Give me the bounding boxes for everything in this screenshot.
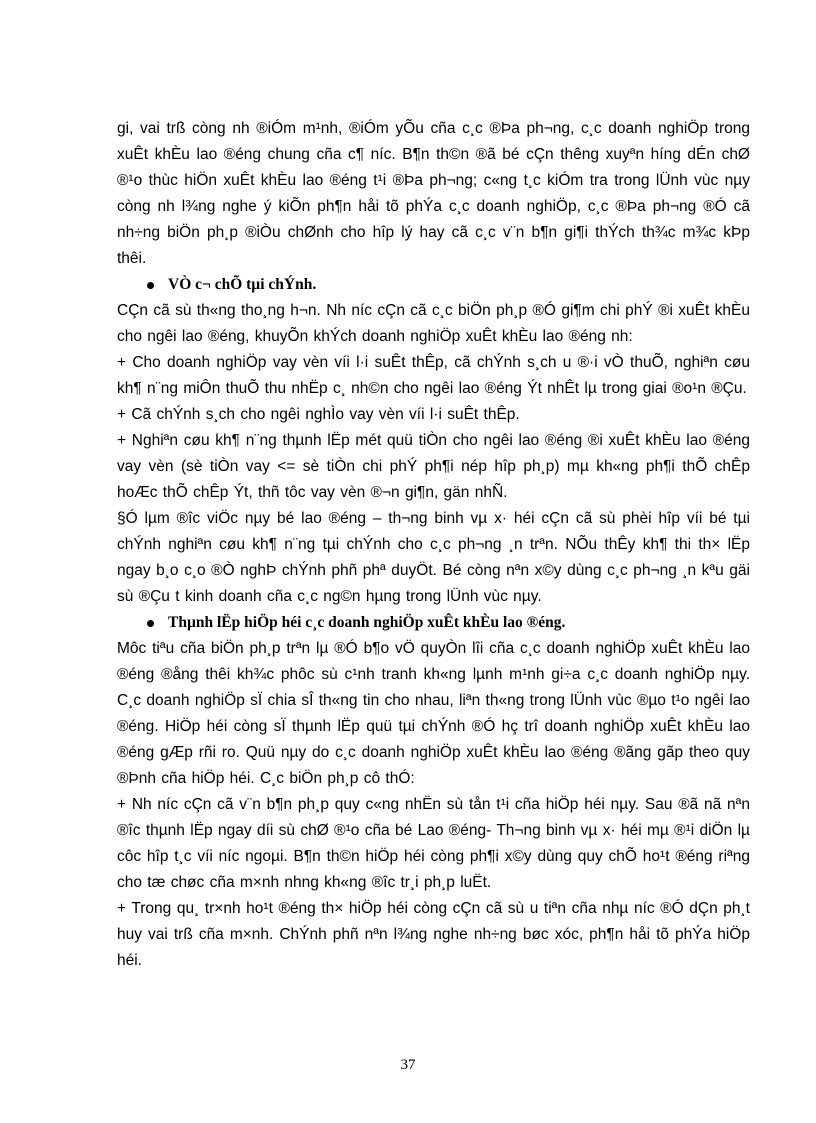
list-item: + Nh níc cÇn cã v¨n b¶n ph¸p quy c«ng nhËn sù tån t¹i cña hiÖp héi nµy. Sau ®ã nã nªn ®îc thµnh lËp ngay díi sù chØ ®¹o cña bé Lao ®éng- Th¬ng binh vµ x· héi mµ ®¹i diÖn lµ côc hîp t¸c víi níc ngoµi. B¶n th©n hiÖp héi còng ph¶i x©y dùng quy chÕ ho¹t ®éng riªng cho tæ chøc cña m×nh nhng kh«ng ®îc tr¸i ph¸p luËt. <box>117 796 750 891</box>
heading-text: VÒ c¬ chÕ tµi chÝnh. <box>168 276 317 293</box>
bullet-icon <box>147 620 154 627</box>
heading-text: Thµnh lËp hiÖp héi c¸c doanh nghiÖp xuÊt khÈu lao ®éng. <box>168 614 566 631</box>
bullet-icon <box>147 282 154 289</box>
list-item: + Cho doanh nghiÖp vay vèn víi l·i suÊt thÊp, cã chÝnh s¸ch u ®·i vÒ thuÕ, nghiªn cøu kh¶ n¨ng miÔn thuÕ thu nhËp c¸ nh©n cho ngêi lao ®éng Ýt nhÊt lµ trong giai ®o¹n ®Çu. <box>117 354 750 397</box>
list-item: + Nghiªn cøu kh¶ n¨ng thµnh lËp mét quü tiÒn cho ngêi lao ®éng ®i xuÊt khÈu lao ®éng vay vèn (sè tiÒn vay <= sè tiÒn chi phÝ ph¶i nép hîp ph¸p) mµ kh«ng ph¶i thÕ chÊp hoÆc thÕ chÊp Ýt, thñ tôc vay vèn ®¬n gi¶n, gän nhÑ. <box>117 432 750 501</box>
list-item: + Cã chÝnh s¸ch cho ngêi nghÌo vay vèn víi l·i suÊt thÊp. <box>117 406 520 423</box>
section-heading-association <box>117 610 750 636</box>
paragraph: CÇn cã sù th«ng tho¸ng h¬n. Nh níc cÇn cã c¸c biÖn ph¸p ®Ó gi¶m chi phÝ ®i xuÊt khÈu cho ngêi lao ®éng, khuyÕn khÝch doanh nghiÖp xuÊt khÈu lao ®éng nh: <box>117 302 750 345</box>
paragraph: Môc tiªu cña biÖn ph¸p trªn lµ ®Ó b¶o vÖ quyÒn lîi cña c¸c doanh nghiÖp xuÊt khÈu lao ®éng ®ång thêi kh¾c phôc sù c¹nh tranh kh«ng lµnh m¹nh gi÷a c¸c doanh nghiÖp nµy. C¸c doanh nghiÖp sÏ chia sÎ th«ng tin cho nhau, liªn th«ng trong lÜnh vùc ®µo t¹o ngêi lao ®éng. HiÖp héi còng sÏ thµnh lËp quü tµi chÝnh ®Ó hç trî doanh nghiÖp xuÊt khÈu lao ®éng gÆp rñi ro. Quü nµy do c¸c doanh nghiÖp xuÊt khÈu lao ®éng ®ãng gãp theo quy ®Þnh cña hiÖp héi. C¸c biÖn ph¸p cô thÓ: <box>117 640 750 787</box>
list-item: + Trong qu¸ tr×nh ho¹t ®éng th× hiÖp héi còng cÇn cã sù u tiªn cña nhµ níc ®Ó dÇn ph¸t huy vai trß cña m×nh. ChÝnh phñ nªn l¾ng nghe nh÷ng bøc xóc, ph¶n håi tõ phÝa hiÖp héi. <box>117 900 750 969</box>
paragraph: §Ó lµm ®îc viÖc nµy bé lao ®éng – th¬ng binh vµ x· héi cÇn cã sù phèi hîp víi bé tµi chÝnh nghiªn cøu kh¶ n¨ng tµi chÝnh cho c¸c ph¬ng ¸n trªn. NÕu thÊy kh¶ thi th× lËp ngay b¸o c¸o ®Ò nghÞ chÝnh phñ phª duyÖt. Bé còng nªn x©y dùng c¸c ph¬ng ¸n kªu gäi sù ®Çu t kinh doanh cña c¸c ng©n hµng trong lÜnh vùc nµy. <box>117 510 750 605</box>
page-body <box>117 116 750 974</box>
page-number: 37 <box>400 1057 416 1073</box>
paragraph: gi, vai trß còng nh ®iÓm m¹nh, ®iÓm yÕu cña c¸c ®Þa ph¬ng, c¸c doanh nghiÖp trong xuÊt khÈu lao ®éng chung cña c¶ níc. B¶n th©n ®ã bé cÇn thêng xuyªn híng dÉn chØ ®¹o thùc hiÖn xuÊt khÈu lao ®éng t¹i ®Þa ph¬ng; c«ng t¸c kiÓm tra trong lÜnh vùc nµy còng nh l¾ng nghe ý kiÕn ph¶n håi tõ phÝa c¸c doanh nghiÖp, c¸c ®Þa ph¬ng ®Ó cã nh÷ng biÖn ph¸p ®iÒu chØnh cho hîp lý hay cã c¸c v¨n b¶n gi¶i thÝch th¾c m¾c kÞp thêi. <box>117 120 750 267</box>
section-heading-finance <box>117 272 750 298</box>
